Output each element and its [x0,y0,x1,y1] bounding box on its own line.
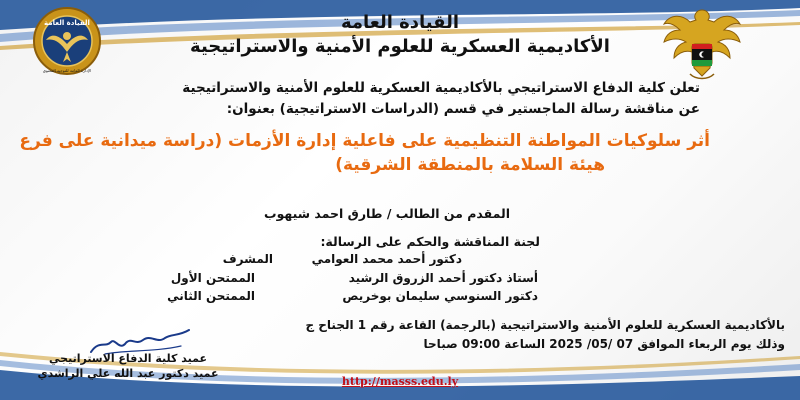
committee-member-name: دكتور أحمد محمد العوامي [311,252,462,266]
logo-ring-text: الإدارة العامة للتوجيه المعنوي [42,68,92,73]
committee-member-role: المشرف [222,252,273,266]
committee-member-name: أستاذ دكتور أحمد الزروق الرشيد [348,271,538,285]
committee-member-role: الممتحن الأول [170,271,255,285]
logo-title: القيادة العامة [44,19,90,27]
date-time-line: وذلك يوم الربعاء الموافق 07 /05/ 2025 الساعة 09:00 صباحا [423,337,785,351]
intro-line-1: تعلن كلية الدفاع الاستراتيجي بالأكاديمية العسكرية للعلوم الأمنية والاستراتيجية [182,80,700,96]
venue-line: بالأكاديمية العسكرية للعلوم الأمنية والاستراتيجية (بالرجمة) القاعة رقم 1 الجناح ج [305,318,785,332]
header-academy-name: الأكاديمية العسكرية للعلوم الأمنية والاستراتيجية [190,36,610,57]
thesis-title-line-1: أثر سلوكيات المواطنة التنظيمية على فاعلية إدارة الأزمات (دراسة ميدانية على فرع [19,131,710,151]
intro-line-2: عن مناقشة رسالة الماجستير في قسم (الدراسات الاستراتيجية) بعنوان: [226,101,700,117]
committee-member-name: دكتور السنوسي سليمان بوخريص [342,289,538,303]
website-link[interactable]: http://masss.edu.ly [341,375,459,388]
committee-heading: لجنة المناقشة والحكم على الرسالة: [320,234,540,249]
thesis-title-line-2: هيئة السلامة بالمنطقة الشرقية) [335,155,605,175]
presenter-line: المقدم من الطالب / طارق احمد شيهوب [264,206,510,221]
dean-name: عميد دكتور عبد الله علي الراشدي [37,367,219,380]
committee-member-role: الممتحن الثاني [167,289,255,303]
header-general-command: القيادة العامة [340,12,460,33]
dean-title: عميد كلية الدفاع الاستراتيجي [49,352,207,365]
